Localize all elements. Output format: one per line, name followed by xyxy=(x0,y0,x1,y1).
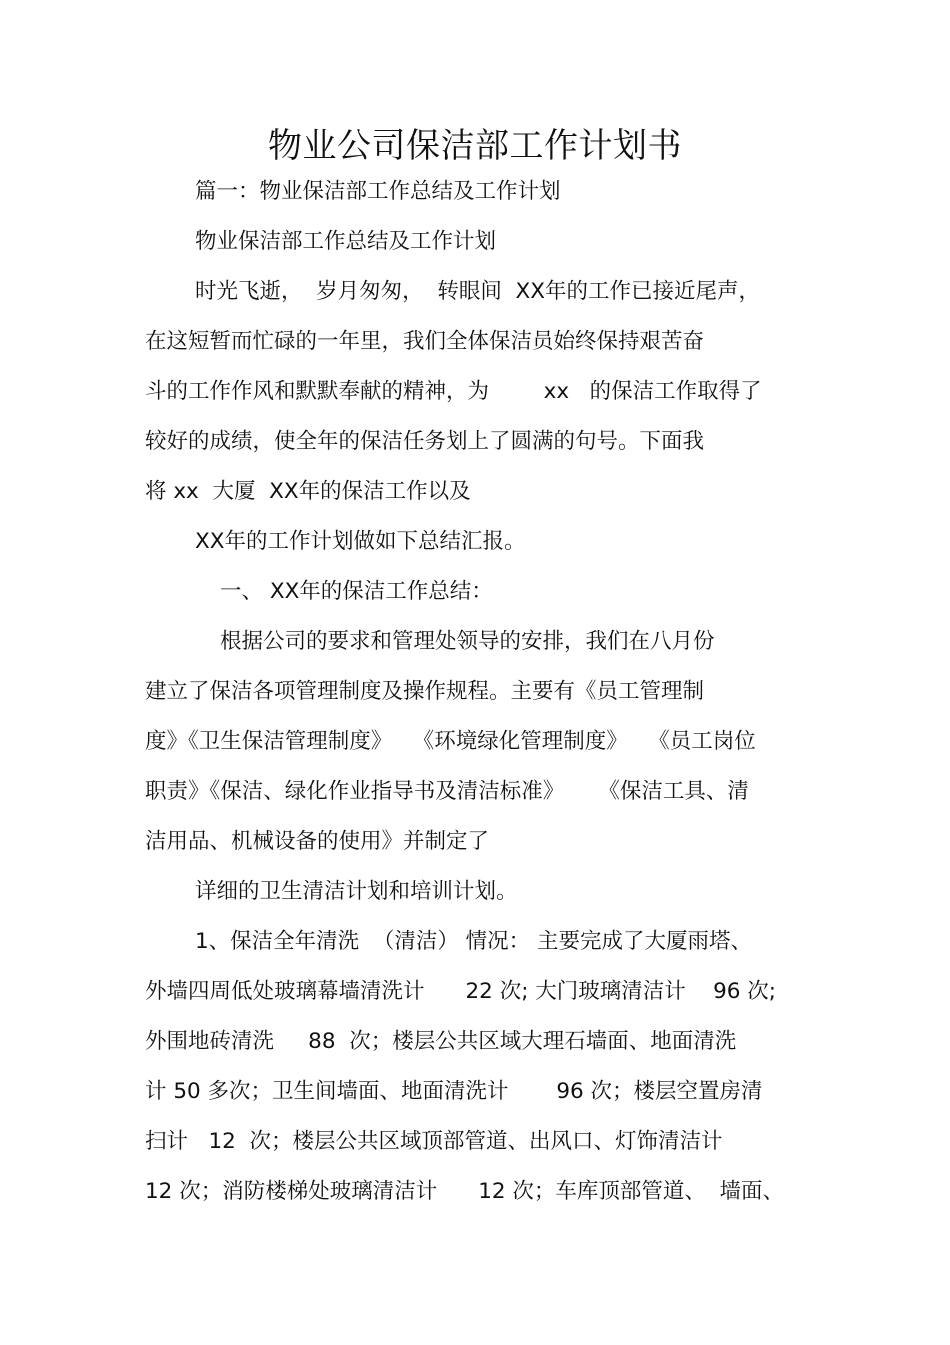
paragraph-line: 在这短暂而忙碌的一年里，我们全体保洁员始终保持艰苦奋 xyxy=(145,329,705,354)
paragraph-line: 时光飞逝， 岁月匆匆， 转眼间 XX年的工作已接近尾声， xyxy=(195,279,760,304)
paragraph-line: 根据公司的要求和管理处领导的安排，我们在八月份 xyxy=(220,629,715,654)
paragraph-line: 详细的卫生清洁计划和培训计划。 xyxy=(195,879,518,904)
paragraph-line: 建立了保洁各项管理制度及操作规程。主要有《员工管理制 xyxy=(145,679,705,704)
paragraph-line: 斗的工作作风和默默奉献的精神，为 xx 的保洁工作取得了 xyxy=(145,379,762,404)
section-heading-line: 篇一：物业保洁部工作总结及工作计划 xyxy=(195,179,561,204)
paragraph-line: 洁用品、机械设备的使用》并制定了 xyxy=(145,829,490,854)
paragraph-line: 外墙四周低处玻璃幕墙清洗计 22 次; 大门玻璃清洁计 96 次; xyxy=(145,979,777,1004)
paragraph-line: 较好的成绩，使全年的保洁任务划上了圆满的句号。下面我 xyxy=(145,429,705,454)
paragraph-line: 度》《卫生保洁管理制度》 《环境绿化管理制度》 《员工岗位 xyxy=(145,729,756,754)
paragraph-line: 扫计 12 次；楼层公共区域顶部管道、出风口、灯饰清洁计 xyxy=(145,1129,723,1154)
subtitle-line: 物业保洁部工作总结及工作计划 xyxy=(195,229,497,254)
section-heading-line: 一、 XX年的保洁工作总结： xyxy=(220,579,493,604)
paragraph-line: 外围地砖清洗 88 次；楼层公共区域大理石墙面、地面清洗 xyxy=(145,1029,737,1054)
paragraph-line: XX年的工作计划做如下总结汇报。 xyxy=(195,529,526,554)
paragraph-line: 1、保洁全年清洗 （清洁） 情况： 主要完成了大厦雨塔、 xyxy=(195,929,753,954)
document-title: 物业公司保洁部工作计划书 xyxy=(268,126,682,166)
paragraph-line: 职责》《保洁、绿化作业指导书及清洁标准》 《保洁工具、清 xyxy=(145,779,749,804)
paragraph-line: 将 xx 大厦 XX年的保洁工作以及 xyxy=(145,479,471,504)
paragraph-line: 12 次；消防楼梯处玻璃清洁计 12 次；车库顶部管道、 墙面、 xyxy=(145,1179,785,1204)
paragraph-line: 计 50 多次；卫生间墙面、地面清洗计 96 次；楼层空置房清 xyxy=(145,1079,763,1104)
